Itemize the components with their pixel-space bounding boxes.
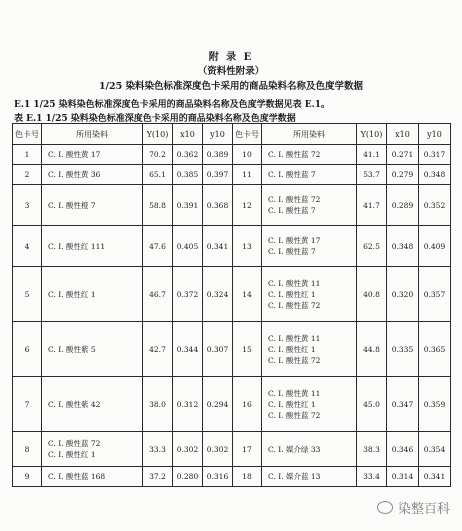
y10-cell: 46.7 <box>143 267 173 322</box>
dye-name: C. I. 酸性红 1 <box>268 399 316 409</box>
x10-cell: 0.344 <box>173 322 203 377</box>
dye-names-cell <box>42 267 143 322</box>
y10-cell: 58.8 <box>143 185 173 226</box>
dye-names-cell <box>42 467 143 487</box>
dye-names-cell <box>262 267 357 322</box>
y10-cell: 42.7 <box>143 322 173 377</box>
x10-cell: 0.320 <box>387 267 419 322</box>
x10-cell: 0.280 <box>173 467 203 487</box>
table-row <box>13 226 451 267</box>
card-number-cell: 8 <box>13 432 42 467</box>
appendix-type: （资料性附录） <box>197 66 265 77</box>
dye-name: C. I. 酸性蓝 168 <box>48 472 106 481</box>
card-number-cell: 4 <box>13 226 42 267</box>
dye-names-cell <box>262 145 357 165</box>
dye-name: C. I. 酸性红 111 <box>48 241 106 251</box>
card-number-cell: 7 <box>13 377 42 432</box>
table-row <box>13 377 451 432</box>
x10-cell: 0.302 <box>173 432 203 467</box>
dye-name: C. I. 酸性紫 42 <box>48 399 101 409</box>
col-header: 所用染料 <box>262 124 357 145</box>
card-number-cell: 12 <box>233 185 262 226</box>
y10-chroma-cell: 0.317 <box>419 145 451 165</box>
dye-names-cell <box>262 322 357 377</box>
x10-cell: 0.346 <box>387 432 419 467</box>
dye-name: C. I. 酸性黄 17 <box>268 236 321 245</box>
x10-cell: 0.372 <box>173 267 203 322</box>
dye-name: C. I. 媒介绿 33 <box>268 444 321 454</box>
table-caption: 表 E.1 1/25 染料染色标准深度色卡采用的商品染料名称及色度学数据 <box>14 114 296 124</box>
card-number-cell: 6 <box>13 322 42 377</box>
dye-names-cell <box>262 185 357 226</box>
y10-cell: 37.2 <box>143 467 173 487</box>
y10-cell: 38.3 <box>357 432 387 467</box>
y10-cell: 38.0 <box>143 377 173 432</box>
dye-names-cell <box>42 377 143 432</box>
y10-chroma-cell: 0.359 <box>419 377 451 432</box>
dye-name: C. I. 酸性紫 5 <box>48 344 96 354</box>
y10-cell: 33.3 <box>143 432 173 467</box>
y10-chroma-cell: 0.352 <box>419 185 451 226</box>
watermark-text: 染整百科 <box>397 502 450 517</box>
dye-names-cell <box>262 226 357 267</box>
card-number-cell: 5 <box>13 267 42 322</box>
x10-cell: 0.391 <box>173 185 203 226</box>
x10-cell: 0.385 <box>173 165 203 185</box>
dye-name: C. I. 酸性红 1 <box>268 289 316 299</box>
card-number-cell: 3 <box>13 185 42 226</box>
col-header: x10 <box>387 124 419 145</box>
dye-name: C. I. 酸性红 1 <box>268 344 316 354</box>
dye-name: C. I. 酸性红 1 <box>48 450 96 459</box>
y10-cell: 40.8 <box>357 267 387 322</box>
y10-chroma-cell: 0.368 <box>203 185 233 226</box>
card-number-cell: 15 <box>233 322 262 377</box>
wechat-icon <box>377 501 393 514</box>
card-number-cell: 16 <box>233 377 262 432</box>
y10-chroma-cell: 0.294 <box>203 377 233 432</box>
y10-cell: 53.7 <box>357 165 387 185</box>
dye-name: C. I. 媒介蓝 13 <box>268 472 321 481</box>
x10-cell: 0.271 <box>387 145 419 165</box>
card-number-cell: 10 <box>233 145 262 165</box>
dye-names-cell <box>42 185 143 226</box>
dye-name: C. I. 酸性蓝 72 <box>268 355 321 365</box>
y10-chroma-cell: 0.341 <box>419 467 451 487</box>
intro-paragraph: E.1 1/25 染料染色标准深度色卡采用的商品染料名称及色度学数据见表 E.1。 <box>14 100 330 110</box>
col-header: 所用染料 <box>42 124 143 145</box>
col-header: 色卡号 <box>13 124 42 145</box>
card-number-cell: 11 <box>233 165 262 185</box>
dye-name: C. I. 酸性蓝 72 <box>268 150 321 159</box>
dye-names-cell <box>42 165 143 185</box>
card-number-cell: 9 <box>13 467 42 487</box>
col-header: x10 <box>173 124 203 145</box>
y10-chroma-cell: 0.409 <box>419 226 451 267</box>
y10-chroma-cell: 0.302 <box>203 432 233 467</box>
dye-name: C. I. 酸性蓝 7 <box>268 206 316 215</box>
x10-cell: 0.314 <box>387 467 419 487</box>
y10-cell: 65.1 <box>143 165 173 185</box>
table-row <box>13 165 451 185</box>
x10-cell: 0.335 <box>387 322 419 377</box>
dye-names-cell <box>262 432 357 467</box>
dye-names-cell <box>42 226 143 267</box>
card-number-cell: 18 <box>233 467 262 487</box>
y10-chroma-cell: 0.348 <box>419 165 451 185</box>
appendix-subject: 1/25 染料染色标准深度色卡采用的商品染料名称及色度学数据 <box>98 81 364 92</box>
y10-chroma-cell: 0.389 <box>203 145 233 165</box>
dye-name: C. I. 酸性蓝 72 <box>268 300 321 310</box>
dye-name: C. I. 酸性黄 11 <box>268 333 321 343</box>
col-header: y10 <box>203 124 233 145</box>
y10-chroma-cell: 0.365 <box>419 322 451 377</box>
col-header: 色卡号 <box>233 124 262 145</box>
dye-names-cell <box>42 432 143 467</box>
x10-cell: 0.347 <box>387 377 419 432</box>
dye-names-cell <box>262 377 357 432</box>
table-row <box>13 145 451 165</box>
y10-cell: 41.1 <box>357 145 387 165</box>
y10-cell: 44.8 <box>357 322 387 377</box>
dye-names-cell <box>262 165 357 185</box>
y10-chroma-cell: 0.357 <box>419 267 451 322</box>
dye-name: C. I. 酸性黄 11 <box>268 388 321 398</box>
table-row <box>13 322 451 377</box>
x10-cell: 0.362 <box>173 145 203 165</box>
card-number-cell: 13 <box>233 226 262 267</box>
table-row <box>13 185 451 226</box>
y10-chroma-cell: 0.324 <box>203 267 233 322</box>
dye-name: C. I. 酸性黄 11 <box>268 278 321 288</box>
card-number-cell: 2 <box>13 165 42 185</box>
x10-cell: 0.348 <box>387 226 419 267</box>
card-number-cell: 1 <box>13 145 42 165</box>
y10-cell: 47.6 <box>143 226 173 267</box>
col-header: y10 <box>419 124 451 145</box>
x10-cell: 0.289 <box>387 185 419 226</box>
y10-cell: 70.2 <box>143 145 173 165</box>
y10-chroma-cell: 0.316 <box>203 467 233 487</box>
dye-names-cell <box>42 145 143 165</box>
x10-cell: 0.405 <box>173 226 203 267</box>
card-number-cell: 14 <box>233 267 262 322</box>
dye-name: C. I. 酸性蓝 72 <box>268 410 321 420</box>
y10-chroma-cell: 0.354 <box>419 432 451 467</box>
dye-name: C. I. 酸性红 1 <box>48 289 96 299</box>
y10-cell: 33.4 <box>357 467 387 487</box>
card-number-cell: 17 <box>233 432 262 467</box>
dye-data-table <box>12 123 451 487</box>
x10-cell: 0.312 <box>173 377 203 432</box>
y10-chroma-cell: 0.341 <box>203 226 233 267</box>
table-row <box>13 267 451 322</box>
dye-name: C. I. 酸性蓝 72 <box>268 195 321 204</box>
y10-chroma-cell: 0.307 <box>203 322 233 377</box>
dye-name: C. I. 酸性黄 36 <box>48 170 101 179</box>
y10-cell: 45.0 <box>357 377 387 432</box>
table-row <box>13 467 451 487</box>
watermark <box>377 498 450 517</box>
col-header: Y(10) <box>357 124 387 145</box>
y10-chroma-cell: 0.397 <box>203 165 233 185</box>
y10-cell: 62.5 <box>357 226 387 267</box>
table-row <box>13 432 451 467</box>
x10-cell: 0.279 <box>387 165 419 185</box>
dye-name: C. I. 酸性蓝 7 <box>268 247 316 256</box>
dye-names-cell <box>42 322 143 377</box>
appendix-heading: 附 录 E <box>208 52 254 63</box>
dye-name: C. I. 酸性蓝 7 <box>268 170 316 179</box>
dye-name: C. I. 酸性黄 17 <box>48 150 101 159</box>
dye-name: C. I. 酸性蓝 72 <box>48 439 101 448</box>
col-header: Y(10) <box>143 124 173 145</box>
table-header-row <box>13 124 451 145</box>
dye-names-cell <box>262 467 357 487</box>
dye-name: C. I. 酸性橙 7 <box>48 200 96 210</box>
y10-cell: 41.7 <box>357 185 387 226</box>
